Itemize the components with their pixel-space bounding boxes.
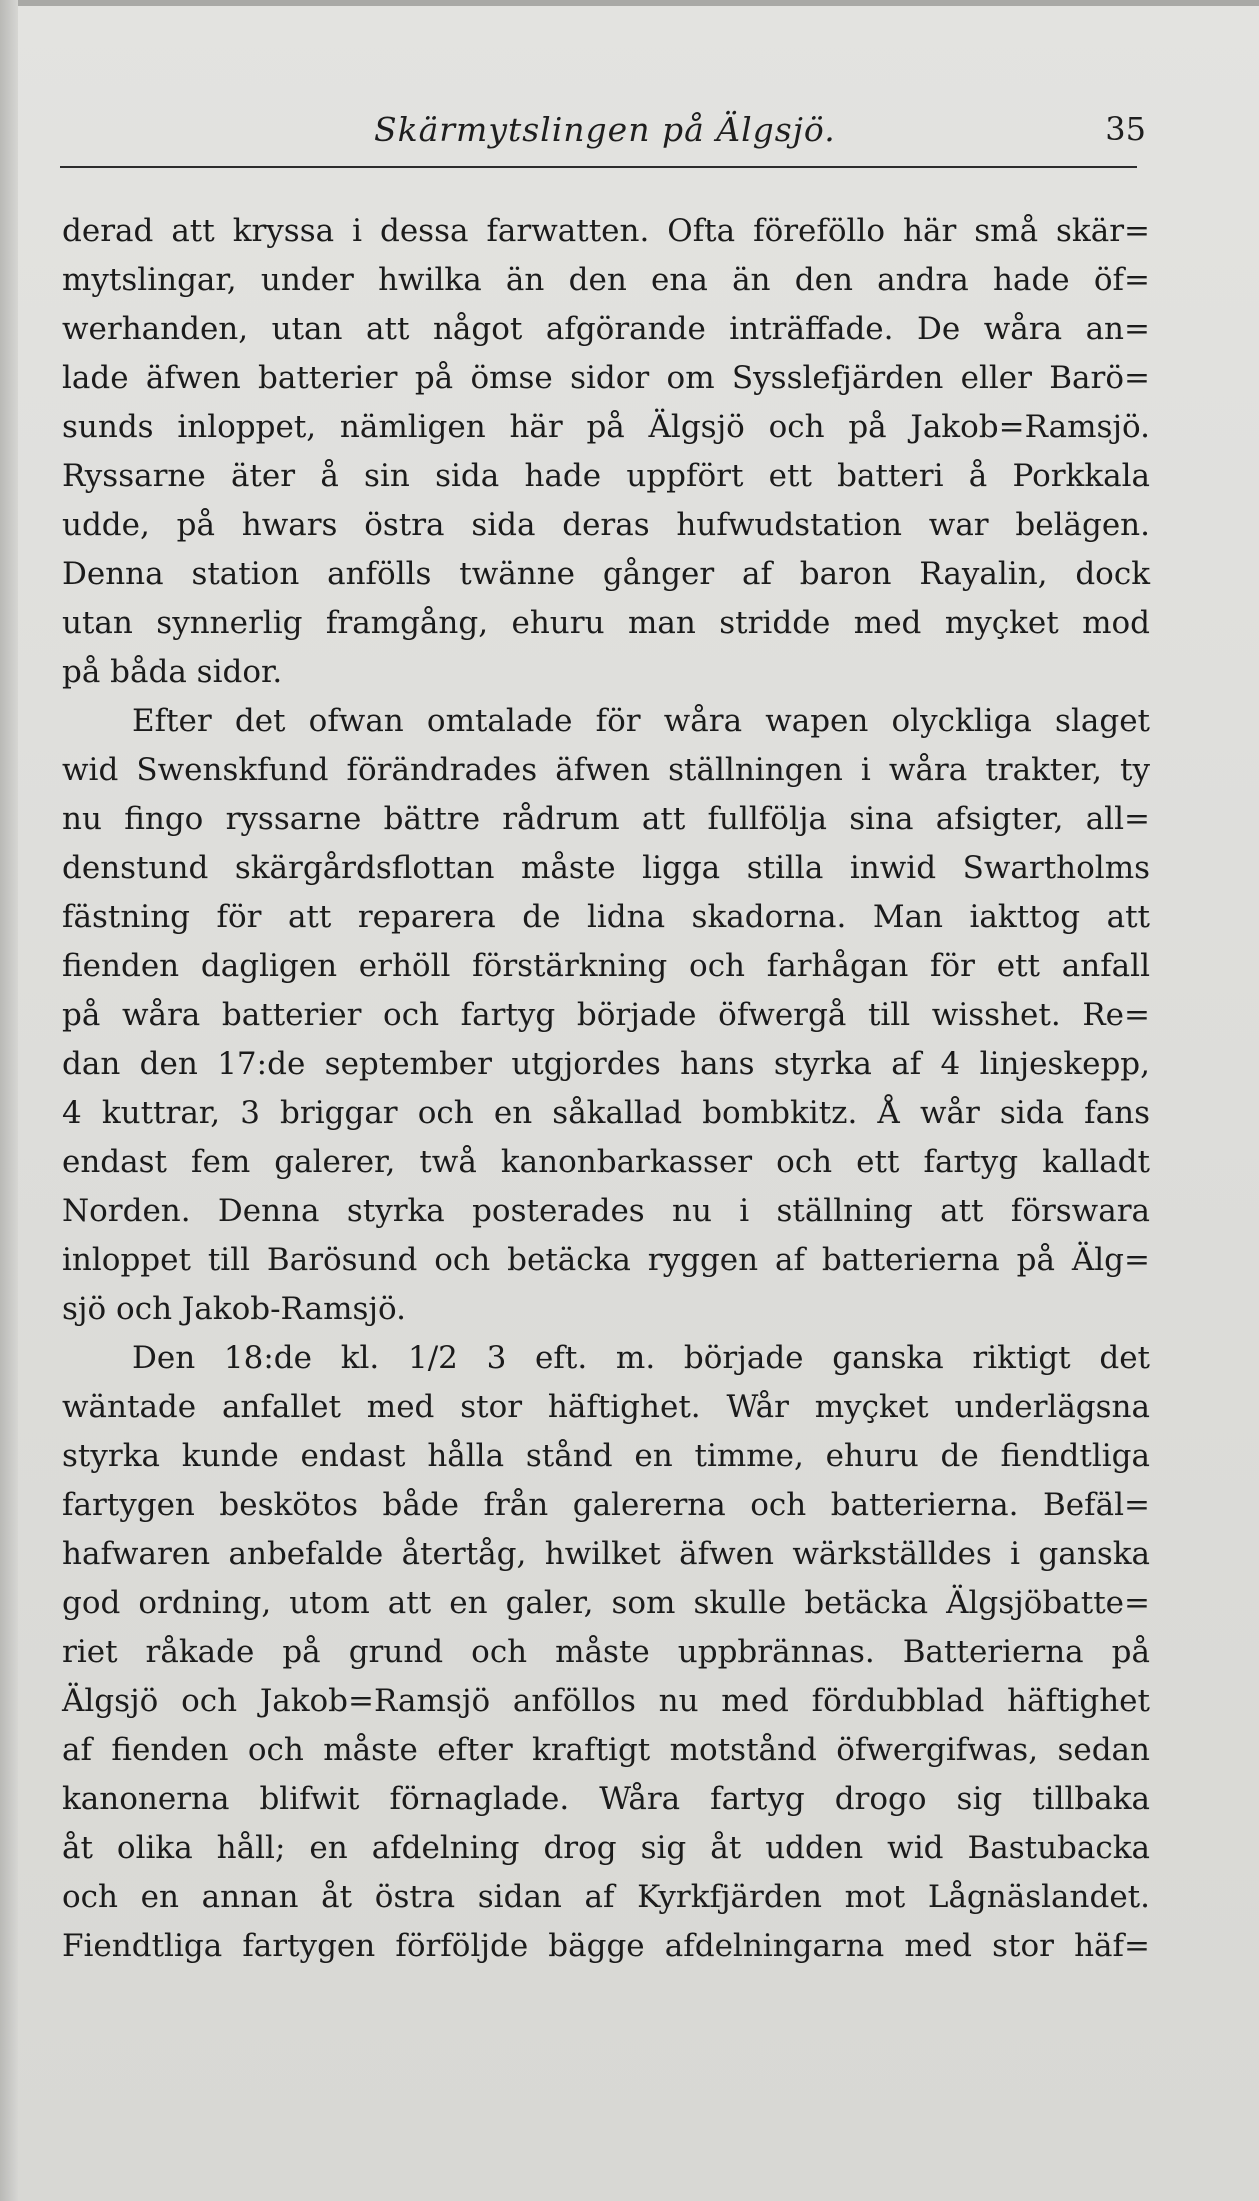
running-title: Skärmytslingen på Älgsjö. — [374, 110, 836, 149]
text-line: god ordning, utom att en galer, som skulle betäcka Älgsjöbatte= — [62, 1585, 1150, 1621]
text-line: af fienden och måste efter kraftigt motstånd öfwergifwas, sedan — [62, 1732, 1150, 1768]
text-line: och en annan åt östra sidan af Kyrkfjärden mot Lågnäslandet. — [62, 1879, 1150, 1915]
text-line: denstund skärgårdsflottan måste ligga stilla inwid Swartholms — [62, 850, 1150, 886]
text-line: mytslingar, under hwilka än den ena än den andra hade öf= — [62, 262, 1150, 298]
header-rule — [60, 166, 1137, 168]
text-line: lade äfwen batterier på ömse sidor om Sysslefjärden eller Barö= — [62, 360, 1150, 396]
text-line: kanonerna blifwit förnaglade. Wåra fartyg drogo sig tillbaka — [62, 1781, 1150, 1817]
text-line: udde, på hwars östra sida deras hufwudstation war belägen. — [62, 507, 1150, 543]
text-line: inloppet till Barösund och betäcka ryggen af batterierna på Älg= — [62, 1242, 1150, 1278]
text-line: Efter det ofwan omtalade för wåra wapen olyckliga slaget — [132, 703, 1150, 739]
text-line: wid Swenskfund förändrades äfwen ställningen i wåra trakter, ty — [62, 752, 1150, 788]
page-header — [64, 102, 1154, 162]
text-line: dan den 17:de september utgjordes hans styrka af 4 linjeskepp, — [62, 1046, 1150, 1082]
text-line: Fiendtliga fartygen förföljde bägge afdelningarna med stor häf= — [62, 1928, 1150, 1964]
text-line: styrka kunde endast hålla stånd en timme, ehuru de fiendtliga — [62, 1438, 1150, 1474]
text-line: fartygen beskötos både från galererna och batterierna. Befäl= — [62, 1487, 1150, 1523]
text-line: sunds inloppet, nämligen här på Älgsjö och på Jakob=Ramsjö. — [62, 409, 1150, 445]
text-line: fästning för att reparera de lidna skadorna. Man iakttog att — [62, 899, 1150, 935]
text-line: på wåra batterier och fartyg började öfwergå till wisshet. Re= — [62, 997, 1150, 1033]
text-line: åt olika håll; en afdelning drog sig åt udden wid Bastubacka — [62, 1830, 1150, 1866]
text-line: Ryssarne äter å sin sida hade uppfört ett batteri å Porkkala — [62, 458, 1150, 494]
text-line: utan synnerlig framgång, ehuru man stridde med myçket mod — [62, 605, 1150, 641]
text-line: Norden. Denna styrka posterades nu i ställning att förswara — [62, 1193, 1150, 1229]
text-line: Älgsjö och Jakob=Ramsjö anföllos nu med fördubblad häftighet — [62, 1683, 1150, 1719]
text-line: wäntade anfallet med stor häftighet. Wår myçket underlägsna — [62, 1389, 1150, 1425]
text-line: sjö och Jakob-Ramsjö. — [62, 1291, 406, 1327]
text-line: derad att kryssa i dessa farwatten. Ofta föreföllo här små skär= — [62, 213, 1150, 249]
text-line: hafwaren anbefalde återtåg, hwilket äfwen wärkställdes i ganska — [62, 1536, 1150, 1572]
text-line: endast fem galerer, twå kanonbarkasser och ett fartyg kalladt — [62, 1144, 1150, 1180]
page-number: 35 — [1105, 110, 1146, 148]
text-line: fienden dagligen erhöll förstärkning och farhågan för ett anfall — [62, 948, 1150, 984]
text-line: werhanden, utan att något afgörande inträffade. De wåra an= — [62, 311, 1150, 347]
text-line: riet råkade på grund och måste uppbrännas. Batterierna på — [62, 1634, 1150, 1670]
text-line: Denna station anfölls twänne gånger af baron Rayalin, dock — [62, 556, 1150, 592]
text-line: Den 18:de kl. 1/2 3 eft. m. började ganska riktigt det — [132, 1340, 1150, 1376]
scan-left-edge — [0, 0, 18, 2201]
scan-top-edge — [0, 0, 1259, 6]
text-line: nu fingo ryssarne bättre rådrum att fullfölja sina afsigter, all= — [62, 801, 1150, 837]
text-line: på båda sidor. — [62, 654, 283, 690]
text-line: 4 kuttrar, 3 briggar och en såkallad bombkitz. Å wår sida fans — [62, 1095, 1150, 1131]
